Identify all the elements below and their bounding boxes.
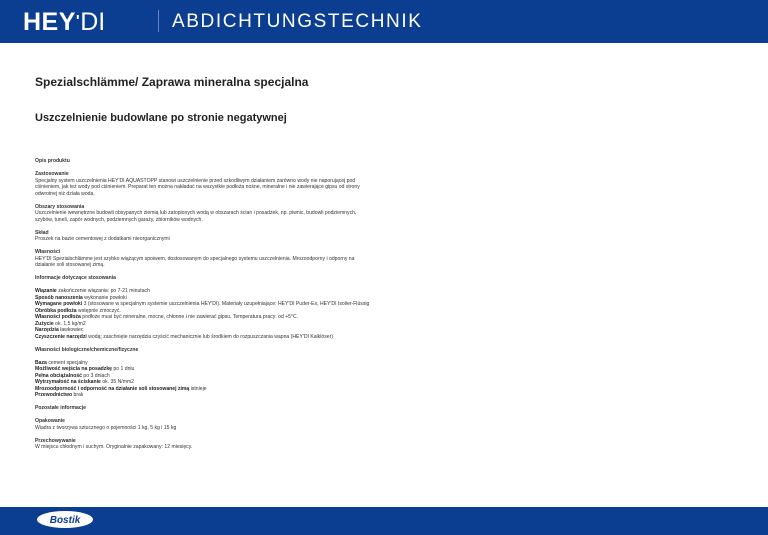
bostik-logo [36,510,94,529]
property-value: istnieje [190,385,207,392]
section-text: HEY'DI Spezialschlämme jest szybko wiążącym spoiwem, dostosowanym do specjalnego systemu uszczelnienia. Mrozoodporny i odporny na działanie soli stosowanej zimą. [35,255,355,268]
property-key: Baza [35,359,47,366]
property-key: Czyszczenie narzędzi [35,333,87,340]
section-heading: Skład [35,229,49,236]
page-subtitle: Uszczelnienie budowlane po stronie negatywnej [35,112,287,124]
footer-bar [0,507,768,535]
section-heading: Własności [35,249,61,255]
property-key: Obróbka podłoża [35,307,77,314]
property-value: wstępnie zmoczyć. [78,307,121,314]
property-key: Przewodnictwo [35,392,73,398]
section-heading: Obszary stosowania [35,203,85,210]
section-text: Wiadra z tworzywa sztucznego o pojemności 1 kg, 5 kg i 15 kg [35,424,177,431]
header-bar [0,0,768,43]
section-heading: Przechowywanie [35,437,76,444]
section-text: W miejscu chłodnym i suchym. Oryginalnie zapakowany: 12 miesięcy. [35,444,193,450]
property-value: ok. 35 N/mm2 [102,379,135,385]
header-tagline: ABDICHTUNGSTECHNIK [172,11,423,32]
property-value: zakończenie wiązania: po 7-21 minutach [58,288,150,294]
section-heading: Własności biologiczne/chemiczne/fizyczne [35,346,139,353]
property-value: po 1 dniu [113,366,135,372]
property-key: Mrozoodporność i odporność na działanie soli stosowanej zimą [35,385,190,392]
property-key: Pełna obciążalność [35,372,82,379]
property-value: cement specjalny [48,359,88,366]
section-heading: Opakowanie [35,418,66,424]
header-divider [158,10,159,32]
property-row [35,334,373,341]
property-key: Wiązanie [35,288,57,294]
property-value: ławkowiec [60,327,84,333]
property-key: Wymagane powłoki [35,301,83,307]
property-key: Możliwość wejścia na posadzkę [35,366,112,372]
section-heading: Pozostałe informacje [35,405,86,411]
property-value: po 3 dniach [83,372,110,379]
property-key: Sposób nanoszenia [35,294,83,301]
property-value: brak [73,392,84,398]
logo-main: HEY [23,8,76,36]
section-heading: Opis produktu [35,158,70,164]
section-text: Uszczelnienie wewnętrzne budowli obsypanych ziemią lub zatopionych wodą w obszarach ścian i posadzek, np. piwnic, budowli podziemnych, szybów, tuneli, zapór wodnych, podziemnych garaży, zbiorników wodnych. [35,210,357,223]
document-body [35,158,373,451]
heydi-logo: HEY'DI [23,8,106,36]
page-title: Spezialschlämme/ Zaprawa mineralna specjalna [35,75,309,89]
property-value: wykonanie powłoki [84,294,127,301]
section-heading: Informacje dotyczące stosowania [35,275,116,281]
property-key: Zużycie [35,320,54,327]
property-value: ok. 1,5 kg/m2 [55,320,86,327]
property-key: Narzędzia [35,327,59,333]
property-value: wodą; zaschnięte narzędzia czyścić mechanicznie lub środkiem do rozpuszczania wapna (HEY'DI Kalklöser) [88,333,333,340]
section-text: Specjalny system uszczelnienia HEY'DI AQUASTOPP stanowi uszczelnienie przed szkodliwym działaniem zarówno wody nie naporującej pod ciśnieniem, jak też wody pod ciśnieniem. Preparat ten można nakładać na wszystkie podłoża nośne, mineralne i nie zawierające gipsu od strony odwrotnej niż działa woda. [35,177,360,197]
section-heading: Zastosowanie [35,171,69,177]
property-key: Własności podłoża [35,314,81,320]
property-value: 3 (stosowane w specjalnym systemie uszczelnienia HEY'DI). Materiały uzupełniające: HEY'DI Puder-Ex, HEY'DI Isolier-Flüssig [83,301,370,307]
property-key: Wytrzymałość na ściskanie [35,379,101,385]
logo-di: DI [80,8,106,36]
bostik-logo-text: Bostik [49,515,81,526]
property-value: podłoże musi być mineralne, mocne, chłonne i nie zawierać gipsu. Temperatura pracy: od +5°C. [82,314,299,320]
section-text: Proszek na bazie cementowej z dodatkami nieorganicznymi [35,236,170,242]
